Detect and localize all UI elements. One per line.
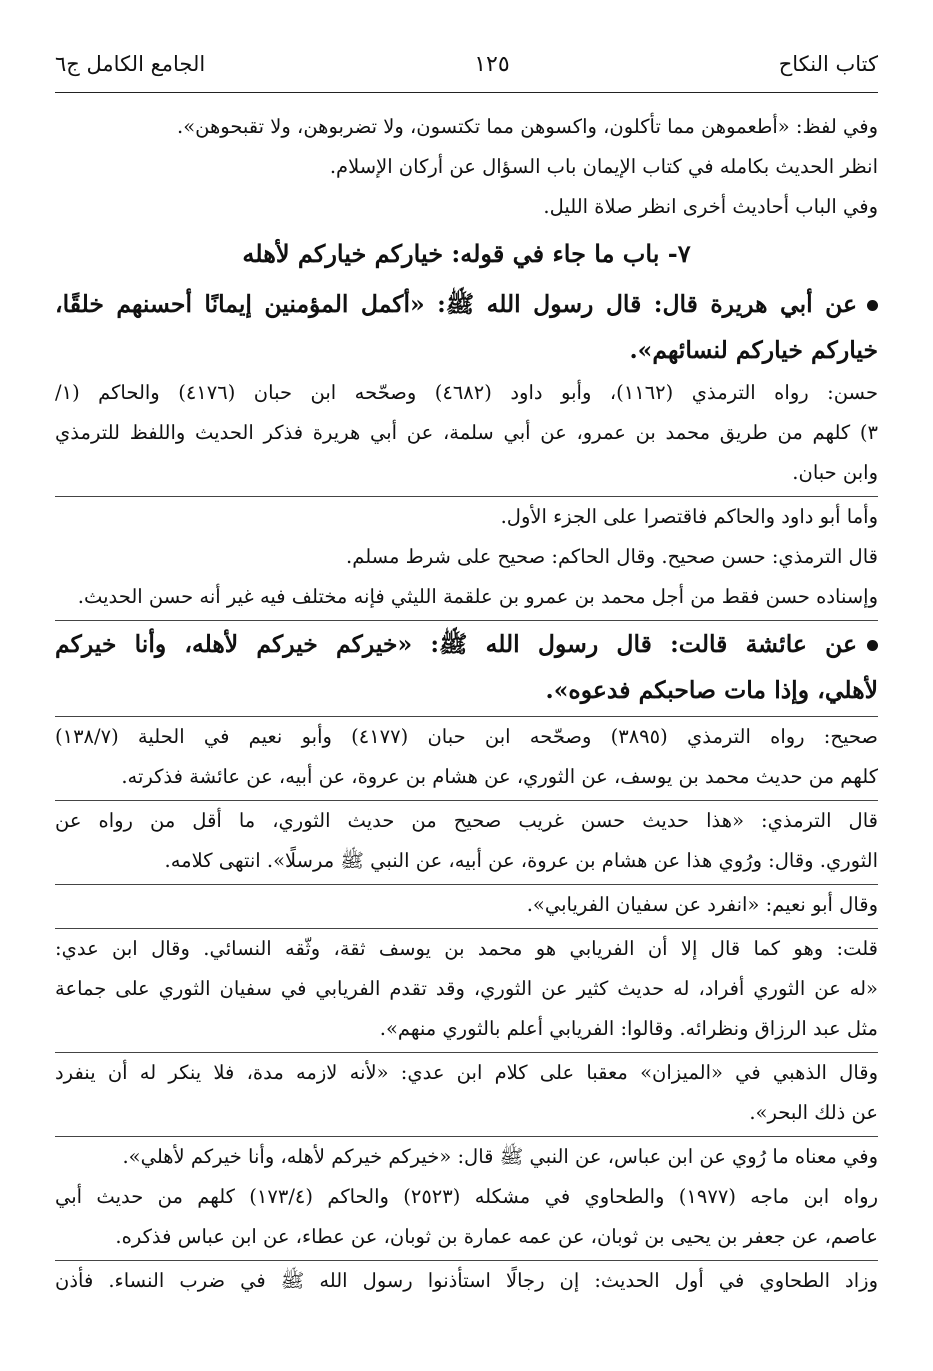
commentary-line: قال الترمذي: حسن صحيح. وقال الحاكم: صحيح على شرط مسلم. xyxy=(346,545,878,568)
commentary-line: قال الترمذي: «هذا حديث حسن غريب صحيح من حديث الثوري، ما أقل من رواه عن xyxy=(55,809,878,832)
hadith-line: عن عائشة قالت: قال رسول الله ﷺ: «خيركم خيركم لأهله، وأنا خيركم xyxy=(55,630,857,658)
commentary-line: مثل عبد الرزاق ونظرائه. وقالوا: الفريابي أعلم بالثوري منهم». xyxy=(379,1017,878,1040)
commentary-line: رواه ابن ماجه (١٩٧٧) والطحاوي في مشكله (٢٥٢٣) والحاكم (١٧٣/٤) كلهم من حديث أبي xyxy=(55,1185,878,1208)
hadith-line: عن أبي هريرة قال: قال رسول الله ﷺ: «أكمل المؤمنين إيمانًا أحسنهم خلقًا، xyxy=(55,290,857,318)
page-header xyxy=(55,52,878,93)
text-line: انظر الحديث بكامله في كتاب الإيمان باب السؤال عن أركان الإسلام. xyxy=(329,155,878,178)
commentary-line: حسن: رواه الترمذي (١١٦٢)، وأبو داود (٤٦٨٢) وصحّحه ابن حبان (٤١٧٦) والحاكم (١/ xyxy=(55,381,878,404)
text-line: وفي الباب أحاديث أخرى انظر صلاة الليل. xyxy=(543,195,878,218)
commentary-line: ٣) كلهم من طريق محمد بن عمرو، عن أبي سلمة، عن أبي هريرة فذكر الحديث واللفظ للترمذي xyxy=(55,421,878,444)
commentary-line: وقال الذهبي في «الميزان» معقبا على كلام ابن عدي: «لأنه لازمه مدة، فلا ينكر له أن ينفرد xyxy=(55,1061,878,1084)
hadith-line: لأهلي، وإذا مات صاحبكم فدعوه». xyxy=(545,676,878,704)
commentary-line: «له عن الثوري أفراد، له حديث كثير عن الثوري، وقد تقدم الفريابي في سفيان الثوري على جماعة xyxy=(55,977,878,1000)
commentary-line: قلت: وهو كما قال إلا أن الفريابي هو محمد بن يوسف ثقة، وثّقه النسائي. وقال ابن عدي: xyxy=(55,937,878,960)
commentary-line: وقال أبو نعيم: «انفرد عن سفيان الفريابي». xyxy=(526,893,878,916)
commentary-line: وابن حبان. xyxy=(792,461,878,484)
page-content xyxy=(55,107,878,1301)
hadith-text xyxy=(55,281,878,327)
hadith-line: خياركم خياركم لنسائهم». xyxy=(629,336,878,364)
text-line: وفي لفظ: «أطعموهن مما تأكلون، واكسوهن مما تكتسون، ولا تضربوهن، ولا تقبحوهن». xyxy=(177,115,878,138)
commentary-line: كلهم من حديث محمد بن يوسف، عن الثوري، عن هشام بن عروة، عن أبيه، عن عائشة فذكرته. xyxy=(121,765,878,788)
page-number: ١٢٥ xyxy=(474,52,510,77)
chapter-heading: ٧- باب ما جاء في قوله: خياركم خياركم لأهله xyxy=(242,239,691,268)
commentary-line: عاصم، عن جعفر بن يحيى بن ثوبان، عن عمه عمارة بن ثوبان، عن عطاء، عن ابن عباس فذكره. xyxy=(115,1225,878,1248)
commentary-line: عن ذلك البحر». xyxy=(749,1101,878,1124)
commentary-line: وفي معناه ما رُوي عن ابن عباس، عن النبي ﷺ قال: «خيركم خيركم لأهله، وأنا خيركم لأهلي». xyxy=(122,1145,878,1168)
commentary-line: وإسناده حسن فقط من أجل محمد بن عمرو بن علقمة الليثي فإنه مختلف فيه غير أنه حسن الحديث. xyxy=(77,585,878,608)
commentary-line: وزاد الطحاوي في أول الحديث: إن رجالًا استأذنوا رسول الله ﷺ في ضرب النساء. فأذن xyxy=(55,1269,878,1292)
bullet-icon xyxy=(867,300,878,311)
header-chapter-title: كتاب النكاح xyxy=(778,52,878,76)
bullet-icon xyxy=(867,640,878,651)
hadith-text xyxy=(55,621,878,667)
commentary-line: وأما أبو داود والحاكم فاقتصرا على الجزء الأول. xyxy=(500,505,878,528)
commentary-line: صحيح: رواه الترمذي (٣٨٩٥) وصحّحه ابن حبان (٤١٧٧) وأبو نعيم في الحلية (١٣٨/٧) xyxy=(55,725,878,748)
header-book-title: الجامع الكامل ج٦ xyxy=(55,52,206,76)
commentary-line: الثوري. وقال: ورُوي هذا عن هشام بن عروة، عن أبيه، عن النبي ﷺ مرسلًا». انتهى كلامه. xyxy=(164,849,878,872)
